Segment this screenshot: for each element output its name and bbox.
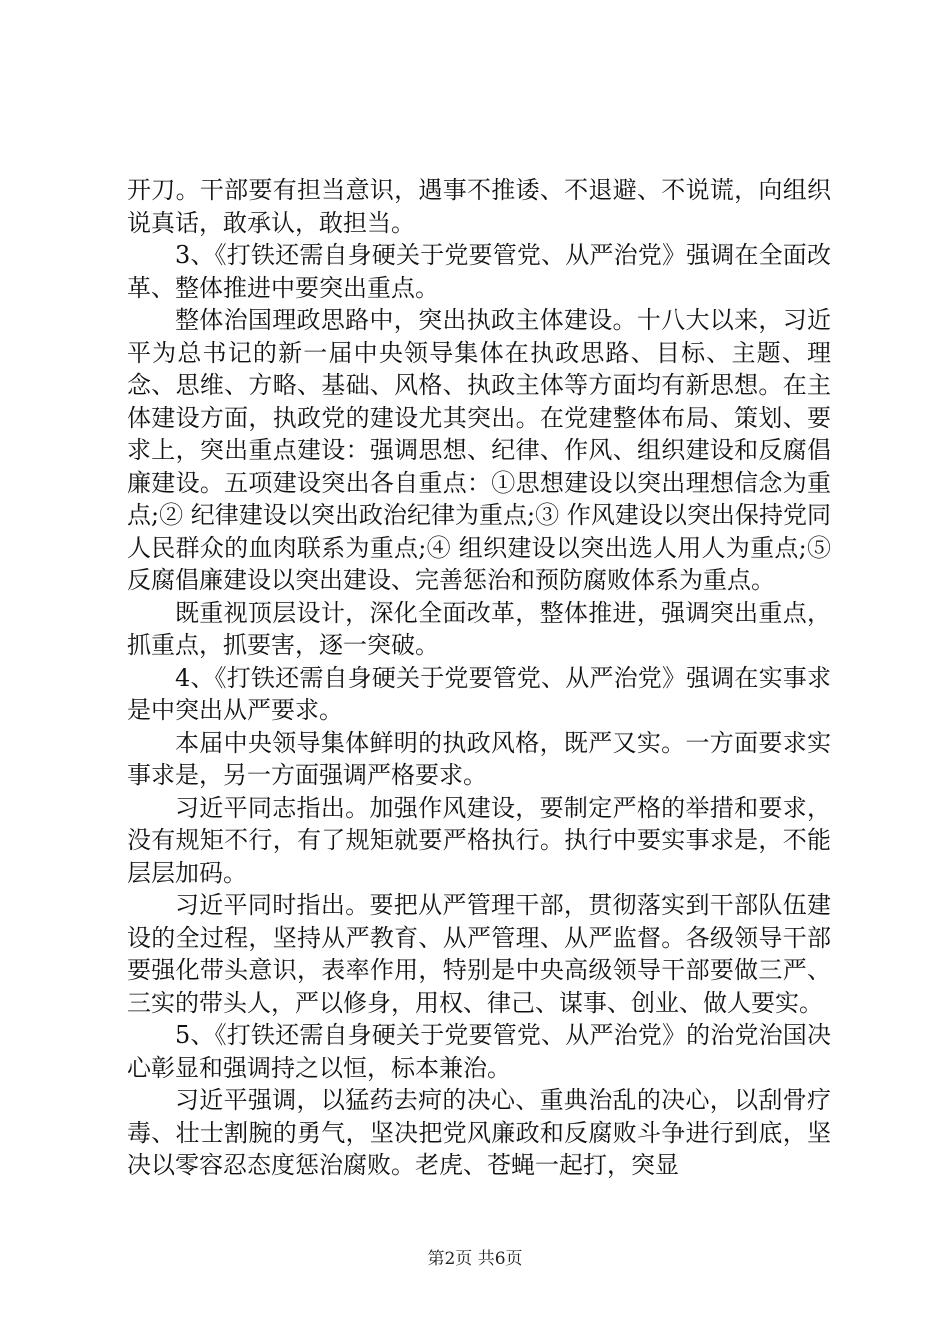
paragraph-work-style: 习近平同志指出。加强作风建设，要制定严格的举措和要求，没有规矩不行，有了规矩就要严格执行。执行中要实事求是，不能层层加码。: [127, 793, 831, 887]
paragraph-point-3: 3、《打铁还需自身硬关于党要管党、从严治党》强调在全面改革、整体推进中要突出重点。: [127, 241, 831, 302]
paragraph-continuation: 开刀。干部要有担当意识，遇事不推诿、不退避、不说谎，向组织说真话，敢承认，敢担当。: [127, 176, 831, 237]
paragraph-style: 本届中央领导集体鲜明的执政风格，既严又实。一方面要求实事求是，另一方面强调严格要求。: [127, 728, 831, 789]
paragraph-point-4: 4、《打铁还需自身硬关于党要管党、从严治党》强调在实事求是中突出从严要求。: [127, 663, 831, 724]
page-number-footer: 第2页 共6页: [427, 1249, 523, 1269]
document-body: [127, 174, 831, 1182]
paragraph-point-5: 5、《打铁还需自身硬关于党要管党、从严治党》的治党治国决心彰显和强调持之以恒，标本兼治。: [127, 1021, 831, 1082]
paragraph-cadre-management: 习近平同时指出。要把从严管理干部，贯彻落实到干部队伍建设的全过程，坚持从严教育、从严管理、从严监督。各级领导干部要强化带头意识，表率作用，特别是中央高级领导干部要做三严、三实的带头人，严以修身，用权、律己、谋事、创业、做人要实。: [127, 891, 831, 1017]
paragraph-anticorruption: 习近平强调，以猛药去疴的决心、重典治乱的决心，以刮骨疗毒、壮士割腕的勇气，坚决把党风廉政和反腐败斗争进行到底，坚决以零容忍态度惩治腐败。老虎、苍蝇一起打，突显: [127, 1086, 831, 1179]
paragraph-top-design: 既重视顶层设计，深化全面改革，整体推进，强调突出重点，抓重点，抓要害，逐一突破。: [127, 598, 831, 659]
paragraph-governance: 整体治国理政思路中，突出执政主体建设。十八大以来，习近平为总书记的新一届中央领导集体在执政思路、目标、主题、理念、思维、方略、基础、风格、执政主体等方面均有新思想。在主体建设方面，执政党的建设尤其突出。在党建整体布局、策划、要求上，突出重点建设：强调思想、纪律、作风、组织建设和反腐倡廉建设。五项建设突出各自重点：①思想建设以突出理想信念为重点;② 纪律建设以突出政治纪律为重点;③ 作风建设以突出保持党同人民群众的血肉联系为重点;④ 组织建设以突出选人用人为重点;⑤ 反腐倡廉建设以突出建设、完善惩治和预防腐败体系为重点。: [127, 306, 831, 594]
